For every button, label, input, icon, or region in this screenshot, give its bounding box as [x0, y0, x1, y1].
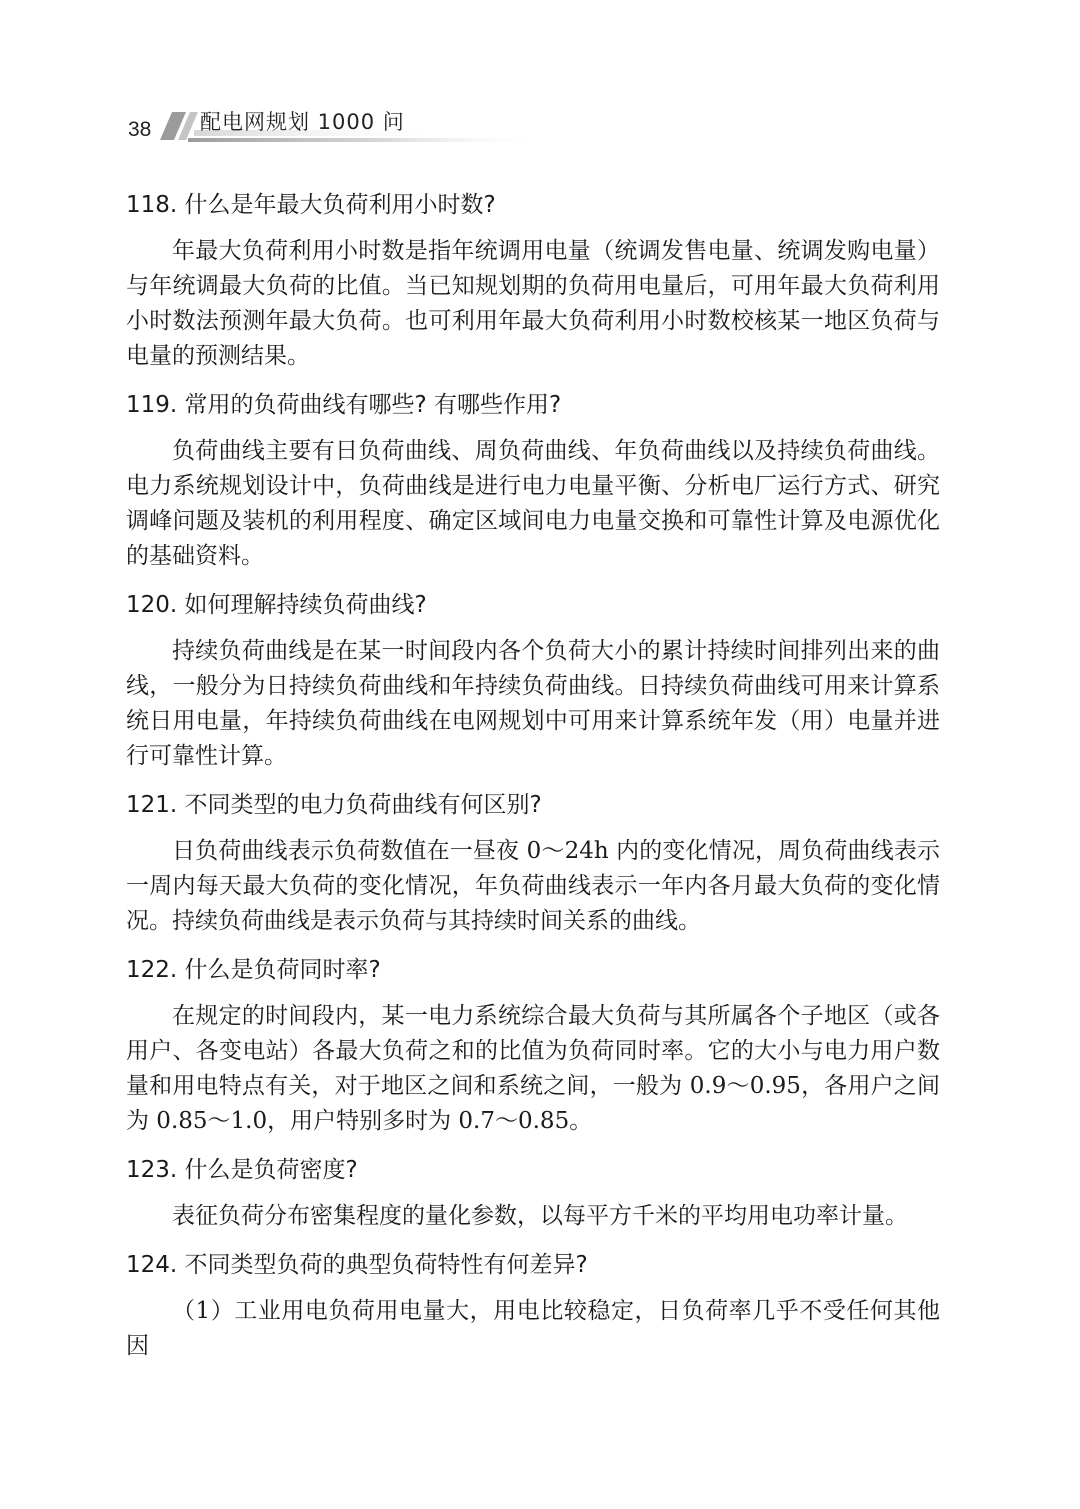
page-number: 38 [128, 118, 152, 141]
question-heading: 121. 不同类型的电力负荷曲线有何区别? [126, 792, 542, 818]
question-heading: 122. 什么是负荷同时率? [126, 957, 381, 983]
page-header [0, 0, 1080, 160]
qa-item [126, 1153, 940, 1234]
qa-item [126, 1248, 940, 1364]
answer-paragraph: 表征负荷分布密集程度的量化参数，以每平方千米的平均用电功率计量。 [172, 1203, 908, 1229]
answer-paragraph: 年最大负荷利用小时数是指年统调用电量（统调发售电量、统调发购电量）与年统调最大负荷的比值。当已知规划期的负荷用电量后，可用年最大负荷利用小时数法预测年最大负荷。也可利用年最大负荷利用小时数校核某一地区负荷与电量的预测结果。 [126, 238, 940, 369]
book-title: 配电网规划 1000 问 [200, 110, 405, 134]
qa-item [126, 953, 940, 1139]
question-heading: 124. 不同类型负荷的典型负荷特性有何差异? [126, 1252, 588, 1278]
answer-paragraph: 日负荷曲线表示负荷数值在一昼夜 0～24h 内的变化情况，周负荷曲线表示一周内每天最大负荷的变化情况，年负荷曲线表示一年内各月最大负荷的变化情况。持续负荷曲线是表示负荷与其持续时间关系的曲线。 [126, 838, 940, 934]
question-heading: 123. 什么是负荷密度? [126, 1157, 358, 1183]
answer-paragraph: （1）工业用电负荷用电量大，用电比较稳定，日负荷率几乎不受任何其他因 [126, 1298, 940, 1359]
qa-item [126, 788, 940, 939]
answer-paragraph: 持续负荷曲线是在某一时间段内各个负荷大小的累计持续时间排列出来的曲线，一般分为日持续负荷曲线和年持续负荷曲线。日持续负荷曲线可用来计算系统日用电量，年持续负荷曲线在电网规划中可用来计算系统年发（用）电量并进行可靠性计算。 [126, 638, 940, 769]
qa-item [126, 188, 940, 374]
question-heading: 118. 什么是年最大负荷利用小时数? [126, 192, 496, 218]
page-body [126, 188, 940, 1378]
question-heading: 120. 如何理解持续负荷曲线? [126, 592, 427, 618]
question-heading: 119. 常用的负荷曲线有哪些? 有哪些作用? [126, 392, 562, 418]
answer-paragraph: 负荷曲线主要有日负荷曲线、周负荷曲线、年负荷曲线以及持续负荷曲线。电力系统规划设计中，负荷曲线是进行电力电量平衡、分析电厂运行方式、研究调峰问题及装机的利用程度、确定区域间电力电量交换和可靠性计算及电源优化的基础资料。 [126, 438, 940, 569]
qa-item [126, 388, 940, 574]
qa-item [126, 588, 940, 774]
answer-paragraph: 在规定的时间段内，某一电力系统综合最大负荷与其所属各个子地区（或各用户、各变电站）各最大负荷之和的比值为负荷同时率。它的大小与电力用户数量和用电特点有关，对于地区之间和系统之间，一般为 0.9～0.95，各用户之间为 0.85～1.0，用户特别多时为 0.7～0.85。 [126, 1003, 940, 1134]
